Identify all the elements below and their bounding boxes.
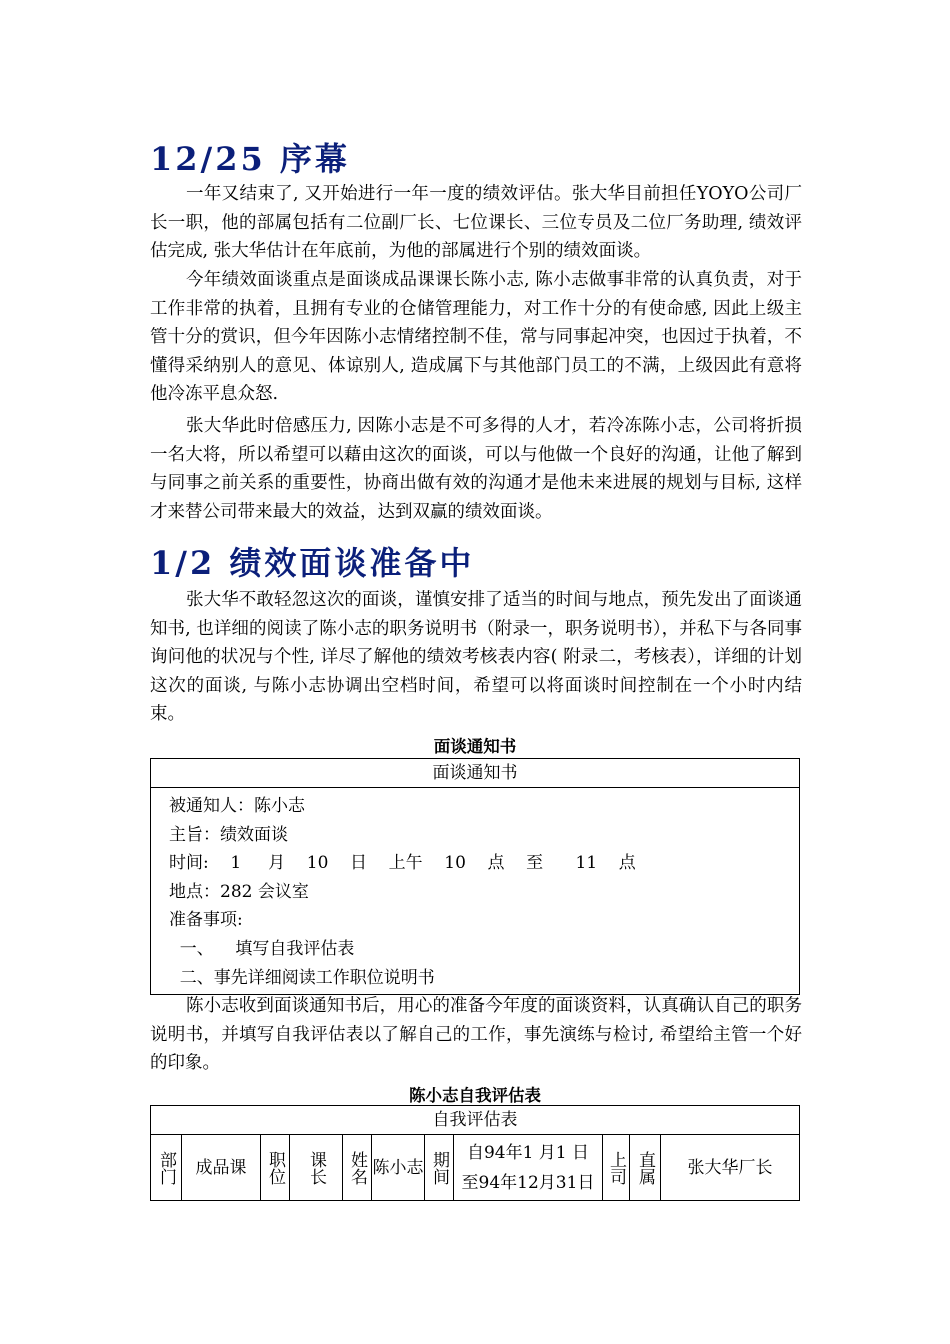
- cell-pos-label: 职位: [261, 1135, 290, 1201]
- self-evaluation-table: [150, 1105, 800, 1201]
- notice-form-body: [151, 788, 799, 994]
- cell-boss-value: 张大华厂长: [661, 1135, 800, 1201]
- notice-line-recipient: 被通知人：陈小志: [169, 796, 305, 816]
- notice-line-subject: 主旨：绩效面谈: [169, 824, 288, 845]
- cell-period-label: 期间: [425, 1135, 454, 1201]
- notice-form-title: 面谈通知书: [151, 759, 799, 788]
- cell-boss-label-a: 上司: [603, 1135, 630, 1201]
- cell-dept-value: 成品课: [182, 1135, 261, 1201]
- period-start: 自94年1 月1 日: [466, 1142, 590, 1163]
- eval-table-title: 自我评估表: [151, 1106, 800, 1135]
- paragraph-after-notice: 陈小志收到面谈通知书后，用心的准备今年度的面谈资料，认真确认自己的职务说明书，并填写自我评估表以了解自己的工作，事先演练与检讨, 希望给主管一个好的印象。: [150, 996, 802, 1074]
- period-end: 至94年12月31日: [461, 1172, 595, 1193]
- notice-line-time: 时间: 1 月 10 日 上午 10 点 至 11 点: [169, 853, 636, 874]
- cell-boss-label-b: 直属: [630, 1135, 661, 1201]
- eval-caption: 陈小志自我评估表: [409, 1086, 541, 1105]
- section-heading-prologue: 12/25 序幕: [150, 140, 350, 178]
- section-heading-preparation: 1/2 绩效面谈准备中: [150, 544, 475, 582]
- cell-name-label: 姓名: [343, 1135, 372, 1201]
- cell-dept-label: 部门: [151, 1135, 182, 1201]
- cell-name-value: 陈小志: [372, 1135, 425, 1201]
- cell-pos-value: 课长: [290, 1135, 343, 1201]
- notice-line-location: 地点：282 会议室: [169, 881, 309, 902]
- notice-line-item-2: 二、事先详细阅读工作职位说明书: [169, 967, 435, 988]
- cell-period-value: [454, 1135, 603, 1201]
- notice-caption: 面谈通知书: [433, 737, 517, 756]
- notice-form: [150, 758, 800, 995]
- paragraph-preparation: 张大华不敢轻忽这次的面谈，谨慎安排了适当的时间与地点，预先发出了面谈通知书, 也详细的阅读了陈小志的职务说明书（附录一，职务说明书），并私下与各同事询问他的状况与个性, 详尽了解他的绩效考核表内容( 附录二，考核表），详细的计划这次的面谈, 与陈小志协调出空档时间，希望可以将面谈时间控制在一个小时内结束。: [150, 590, 802, 725]
- paragraph-intro: 一年又结束了, 又开始进行一年一度的绩效评估。张大华目前担任YOYO公司厂长一职，他的部属包括有二位副厂长、七位课长、三位专员及二位厂务助理, 绩效评估完成, 张大华估计在年底前，为他的部属进行个别的绩效面谈。: [150, 184, 802, 262]
- paragraph-pressure: 张大华此时倍感压力, 因陈小志是不可多得的人才，若冷冻陈小志，公司将折损一名大将，所以希望可以藉由这次的面谈，可以与他做一个良好的沟通，让他了解到与同事之前关系的重要性，协商出做有效的沟通才是他未来进展的规划与目标, 这样才来替公司带来最大的效益，达到双赢的绩效面谈。: [150, 416, 802, 522]
- notice-line-preparation: 准备事项:: [169, 910, 243, 931]
- paragraph-focus: 今年绩效面谈重点是面谈成品课课长陈小志, 陈小志做事非常的认真负责，对于工作非常的执着，且拥有专业的仓储管理能力，对工作十分的有使命感, 因此上级主管十分的赏识，但今年因陈小志情绪控制不佳，常与同事起冲突，也因过于执着，不懂得采纳别人的意见、体谅别人, 造成属下与其他部门员工的不满，上级因此有意将他冷冻平息众怒.: [150, 270, 802, 405]
- notice-line-item-1: 一、 填写自我评估表: [169, 938, 355, 959]
